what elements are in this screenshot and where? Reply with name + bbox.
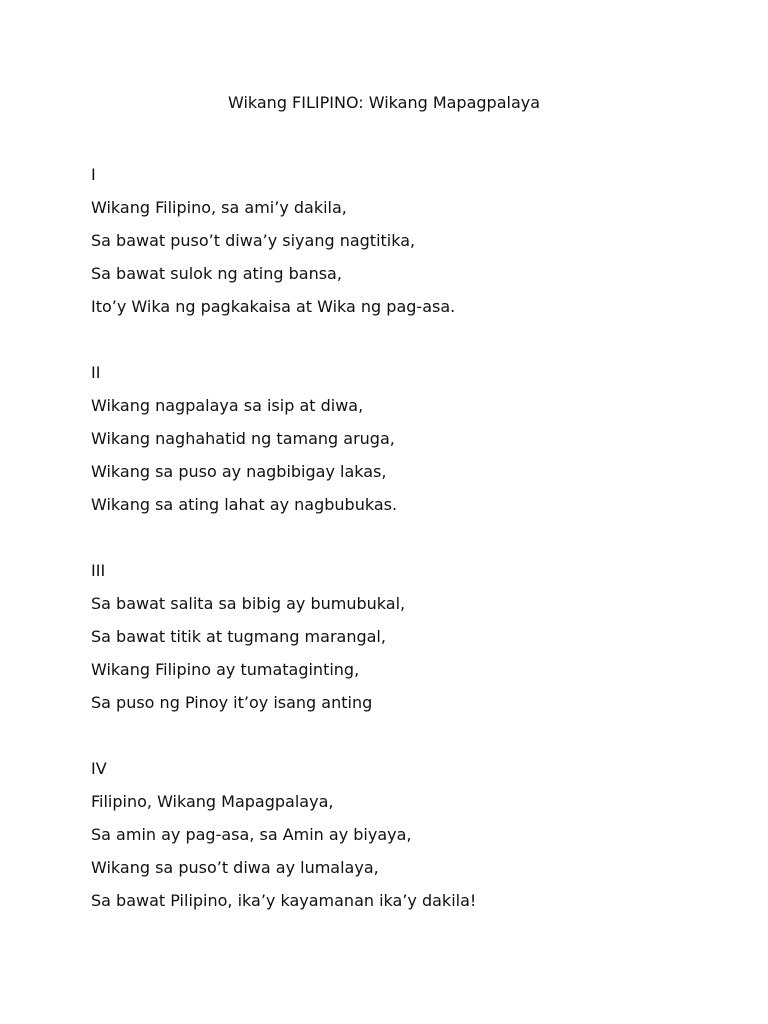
poem-line: Wikang naghahatid ng tamang aruga, — [91, 429, 395, 448]
poem-line: Sa bawat Pilipino, ika’y kayamanan ika’y dakila! — [91, 891, 477, 910]
poem-line: Sa bawat puso’t diwa’y siyang nagtitika, — [91, 231, 416, 250]
stanza-3 — [91, 554, 731, 719]
stanza-2 — [91, 356, 731, 521]
stanza-4 — [91, 752, 731, 917]
stanza-numeral: I — [91, 165, 96, 184]
stanza-numeral: II — [91, 363, 101, 382]
poem-line: Sa bawat titik at tugmang marangal, — [91, 627, 386, 646]
document-title: Wikang FILIPINO: Wikang Mapagpalaya — [227, 93, 541, 112]
poem-line: Wikang sa ating lahat ay nagbubukas. — [91, 495, 398, 514]
poem-line: Sa bawat sulok ng ating bansa, — [91, 264, 342, 283]
poem-line: Sa bawat salita sa bibig ay bumubukal, — [91, 594, 406, 613]
stanza-numeral: III — [91, 561, 106, 580]
poem-line: Wikang nagpalaya sa isip at diwa, — [91, 396, 364, 415]
poem-line: Wikang sa puso’t diwa ay lumalaya, — [91, 858, 379, 877]
poem-line: Ito’y Wika ng pagkakaisa at Wika ng pag-asa. — [91, 297, 456, 316]
poem-line: Filipino, Wikang Mapagpalaya, — [91, 792, 334, 811]
poem-line: Sa puso ng Pinoy it’oy isang anting — [91, 693, 373, 712]
poem-line: Wikang Filipino, sa ami’y dakila, — [91, 198, 347, 217]
stanza-1 — [91, 158, 731, 323]
poem-body — [91, 158, 731, 917]
poem-line: Sa amin ay pag-asa, sa Amin ay biyaya, — [91, 825, 412, 844]
stanza-numeral: IV — [91, 759, 107, 778]
poem-line: Wikang sa puso ay nagbibigay lakas, — [91, 462, 387, 481]
poem-line: Wikang Filipino ay tumataginting, — [91, 660, 360, 679]
